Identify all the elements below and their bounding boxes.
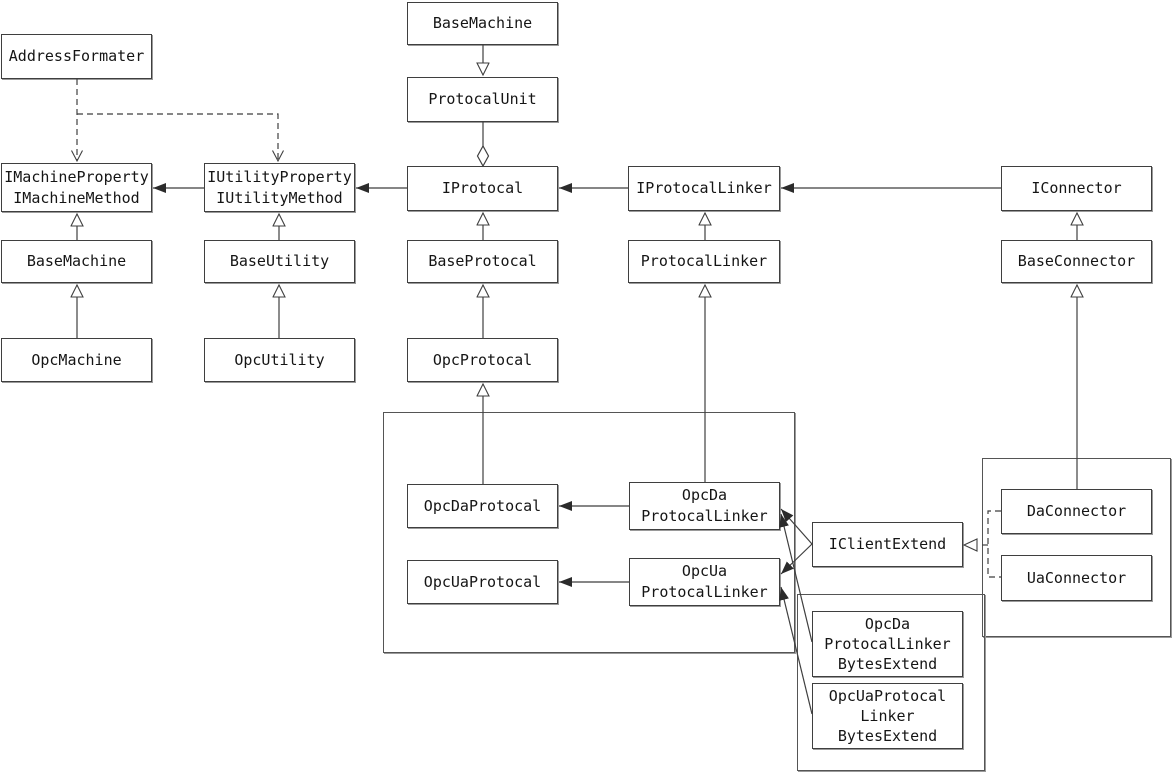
class-label: IProtocalLinker xyxy=(636,179,772,197)
class-label: Linker xyxy=(860,706,915,725)
class-box-opc-protocal xyxy=(407,338,558,382)
class-label: OpcDa xyxy=(681,486,728,504)
class-box-base-connector xyxy=(1001,240,1152,283)
class-box-iclient-extend xyxy=(812,522,963,567)
class-label: OpcUtility xyxy=(234,350,325,369)
class-label: IMachineMethod xyxy=(13,188,140,207)
class-box-ua-connector xyxy=(1001,555,1152,601)
class-box-iutility-interface xyxy=(204,163,355,212)
class-label: UaConnector xyxy=(1026,568,1127,587)
class-label: ProtocalUnit xyxy=(428,90,537,108)
class-label: ProtocalLinker xyxy=(640,252,768,270)
realization-hollow-triangle xyxy=(964,539,977,551)
class-box-opcua-protocal xyxy=(407,560,558,604)
class-label: AddressFormater xyxy=(8,47,145,65)
class-label: BaseMachine xyxy=(432,14,533,32)
class-label: BaseProtocal xyxy=(428,252,537,270)
class-box-opcda-protocal-linker xyxy=(629,482,780,530)
class-label: BytesExtend xyxy=(837,655,938,674)
class-label: IConnector xyxy=(1031,179,1122,197)
class-box-protocal-linker xyxy=(628,240,780,283)
class-label: OpcUaProtocal xyxy=(828,686,947,705)
class-label: IProtocal xyxy=(441,179,524,197)
class-label: ProtocalLinker xyxy=(824,634,951,653)
class-label: IMachineProperty xyxy=(4,167,149,186)
class-label: OpcUaProtocal xyxy=(423,572,542,591)
class-label: IUtilityProperty xyxy=(207,167,352,186)
class-box-da-connector xyxy=(1001,489,1152,534)
class-label: ProtocalLinker xyxy=(641,583,768,601)
aggregation-diamond xyxy=(478,122,489,166)
class-box-opcua-protocal-linker-bytes-extend xyxy=(812,683,963,749)
class-box-opcda-protocal xyxy=(407,484,558,528)
class-label: ProtocalLinker xyxy=(641,507,768,525)
class-label: BaseMachine xyxy=(26,252,127,270)
class-box-iconnector xyxy=(1001,166,1152,211)
class-box-base-machine-top xyxy=(407,2,558,45)
class-box-base-machine xyxy=(1,240,152,283)
class-label: OpcDaProtocal xyxy=(423,496,542,515)
class-box-address-formater xyxy=(1,34,152,79)
package-frame-connectors xyxy=(982,458,1171,637)
class-box-base-protocal xyxy=(407,240,558,283)
class-label: OpcProtocal xyxy=(432,350,533,369)
class-label: IUtilityMethod xyxy=(216,188,343,207)
class-box-opc-machine xyxy=(1,338,152,382)
class-label: OpcDa xyxy=(864,614,911,633)
dependency-arrows xyxy=(77,79,278,161)
class-label: DaConnector xyxy=(1026,502,1127,520)
class-label: BaseUtility xyxy=(229,252,330,270)
class-box-base-utility xyxy=(204,240,355,283)
class-label: BytesExtend xyxy=(837,727,938,746)
package-frame-opc-protocal-linkers xyxy=(383,412,795,653)
class-label: IClientExtend xyxy=(828,535,947,553)
class-box-opcua-protocal-linker xyxy=(629,558,780,606)
class-box-opc-utility xyxy=(204,338,355,382)
class-box-opcda-protocal-linker-bytes-extend xyxy=(812,611,963,677)
class-label: OpcMachine xyxy=(31,350,122,369)
class-box-iprotocal-linker xyxy=(628,166,780,211)
class-box-protocal-unit xyxy=(407,77,558,122)
class-label: OpcUa xyxy=(681,562,728,580)
class-label: BaseConnector xyxy=(1017,252,1136,270)
class-box-imachine-interface xyxy=(1,163,152,212)
class-box-iprotocal xyxy=(407,166,558,211)
